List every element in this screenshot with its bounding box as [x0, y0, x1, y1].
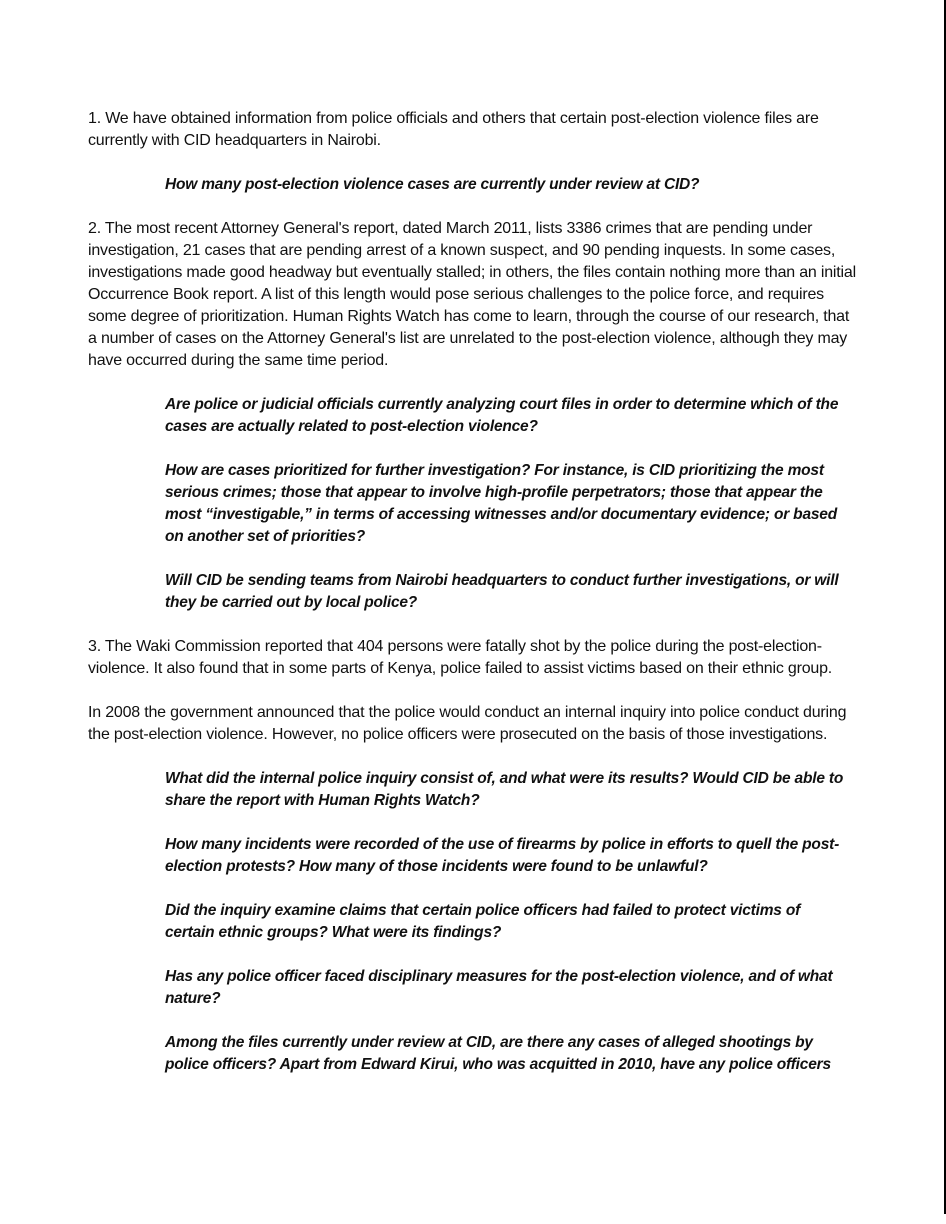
question-3: How are cases prioritized for further investigation? For instance, is CID prioritizing the most serious crimes; those that appear to involve high-profile perpetrators; those that appear the most “investigable,” in terms of accessing witnesses and/or documentary evidence; or based on another set of priorities?: [165, 462, 837, 545]
question-7: Did the inquiry examine claims that certain police officers had failed to protect victims of certain ethnic groups? What were its findings?: [165, 902, 801, 941]
question-1: How many post-election violence cases are currently under review at CID?: [165, 176, 700, 193]
question-2: Are police or judicial officials currently analyzing court files in order to determine which of the cases are actually related to post-election violence?: [165, 396, 839, 435]
question-5: What did the internal police inquiry consist of, and what were its results? Would CID be able to share the report with Human Rights Watch?: [165, 770, 844, 809]
question-9: Among the files currently under review at CID, are there any cases of alleged shootings by police officers? Apart from Edward Kirui, who was acquitted in 2010, have any police officers: [165, 1034, 831, 1073]
paragraph-1: 1. We have obtained information from police officials and others that certain post-election violence files are currently with CID headquarters in Nairobi.: [88, 110, 819, 149]
paragraph-4: In 2008 the government announced that the police would conduct an internal inquiry into police conduct during the post-election violence. However, no police officers were prosecuted on the basis of those investigations.: [88, 704, 847, 743]
document-content: [88, 108, 860, 1098]
paragraph-3: 3. The Waki Commission reported that 404 persons were fatally shot by the police during the post-election-violence. It also found that in some parts of Kenya, police failed to assist victims based on their ethnic group.: [88, 638, 833, 677]
question-8: Has any police officer faced disciplinary measures for the post-election violence, and of what nature?: [165, 968, 833, 1007]
question-4: Will CID be sending teams from Nairobi headquarters to conduct further investigations, or will they be carried out by local police?: [165, 572, 839, 611]
question-6: How many incidents were recorded of the use of firearms by police in efforts to quell the post-election protests? How many of those incidents were found to be unlawful?: [165, 836, 840, 875]
paragraph-2: 2. The most recent Attorney General's report, dated March 2011, lists 3386 crimes that are pending under investigation, 21 cases that are pending arrest of a known suspect, and 90 pending inquests. In some cases, investigations made good headway but eventually stalled; in others, the files contain nothing more than an initial Occurrence Book report. A list of this length would pose serious challenges to the police force, and requires some degree of prioritization. Human Rights Watch has come to learn, through the course of our research, that a number of cases on the Attorney General's list are unrelated to the post-election violence, although they may have occurred during the same time period.: [88, 220, 856, 369]
